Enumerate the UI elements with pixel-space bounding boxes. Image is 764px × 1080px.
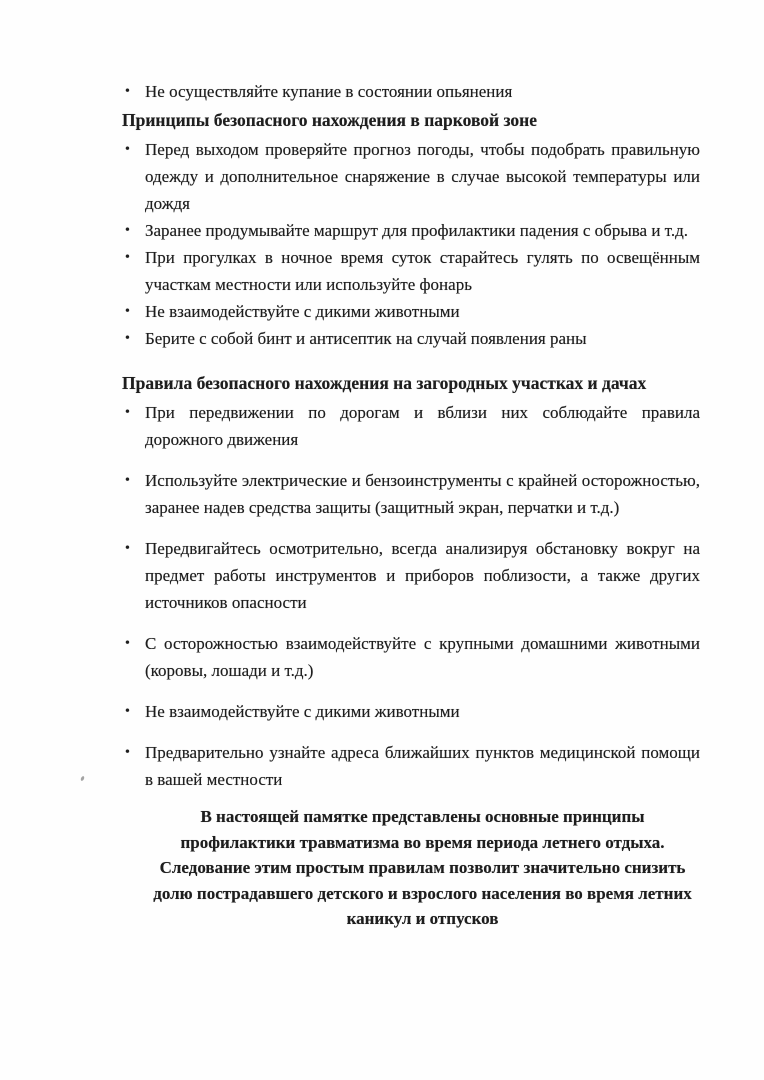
scan-artifact-speck xyxy=(80,776,85,782)
bullet-marker: • xyxy=(125,636,130,651)
lead-bullet-list xyxy=(122,78,700,105)
list-item xyxy=(122,244,700,298)
bullet-marker: • xyxy=(125,142,130,157)
list-item xyxy=(122,136,700,217)
bullet-marker: • xyxy=(125,541,130,556)
bullet-text: Не осуществляйте купание в состоянии опьянения xyxy=(145,82,513,101)
bullet-marker: • xyxy=(125,745,130,760)
bullet-text: Берите с собой бинт и антисептик на случай появления раны xyxy=(145,329,587,348)
closing-paragraph: В настоящей памятке представлены основные принципы профилактики травматизма во время периода летнего отдыха. Следование этим простым правилам позволит значительно снизить долю пострадавшего детского и взрослого населения во время летних каникул и отпусков xyxy=(153,807,692,928)
bullet-marker: • xyxy=(125,250,130,265)
bullet-text: Перед выходом проверяйте прогноз погоды, чтобы подобрать правильную одежду и дополнительное снаряжение в случае высокой температуры или дождя xyxy=(145,140,700,213)
bullet-marker: • xyxy=(125,304,130,319)
bullet-marker: • xyxy=(125,331,130,346)
bullet-text: Заранее продумывайте маршрут для профилактики падения с обрыва и т.д. xyxy=(145,221,688,240)
list-item xyxy=(122,535,700,616)
bullet-text: С осторожностью взаимодействуйте с крупными домашними животными (коровы, лошади и т.д.) xyxy=(145,634,700,680)
list-item xyxy=(122,217,700,244)
bullet-text: Не взаимодействуйте с дикими животными xyxy=(145,302,460,321)
list-item xyxy=(122,698,700,725)
list-item xyxy=(122,325,700,352)
list-item xyxy=(122,298,700,325)
list-item xyxy=(122,630,700,684)
bullet-marker: • xyxy=(125,405,130,420)
bullet-marker: • xyxy=(125,473,130,488)
bullet-text: Используйте электрические и бензоинструменты с крайней осторожностью, заранее надев средства защиты (защитный экран, перчатки и т.д.) xyxy=(145,471,700,517)
section-park-heading: Принципы безопасного нахождения в парковой зоне xyxy=(122,110,538,130)
bullet-text: Предварительно узнайте адреса ближайших пунктов медицинской помощи в вашей местности xyxy=(145,743,700,789)
bullet-marker: • xyxy=(125,704,130,719)
list-item xyxy=(122,467,700,521)
bullet-text: При прогулках в ночное время суток старайтесь гулять по освещённым участкам местности или используйте фонарь xyxy=(145,248,700,294)
section-dacha-bullet-list xyxy=(122,399,700,793)
list-item xyxy=(122,399,700,453)
section-dacha-heading: Правила безопасного нахождения на загородных участках и дачах xyxy=(122,373,647,393)
bullet-text: При передвижении по дорогам и вблизи них соблюдайте правила дорожного движения xyxy=(145,403,700,449)
bullet-marker: • xyxy=(125,223,130,238)
list-item xyxy=(122,78,700,105)
bullet-text: Не взаимодействуйте с дикими животными xyxy=(145,702,460,721)
list-item xyxy=(122,739,700,793)
bullet-marker: • xyxy=(125,84,130,99)
bullet-text: Передвигайтесь осмотрительно, всегда анализируя обстановку вокруг на предмет работы инструментов и приборов поблизости, а также других источников опасности xyxy=(145,539,700,612)
document-content-column xyxy=(122,78,700,932)
section-park-bullet-list xyxy=(122,136,700,352)
